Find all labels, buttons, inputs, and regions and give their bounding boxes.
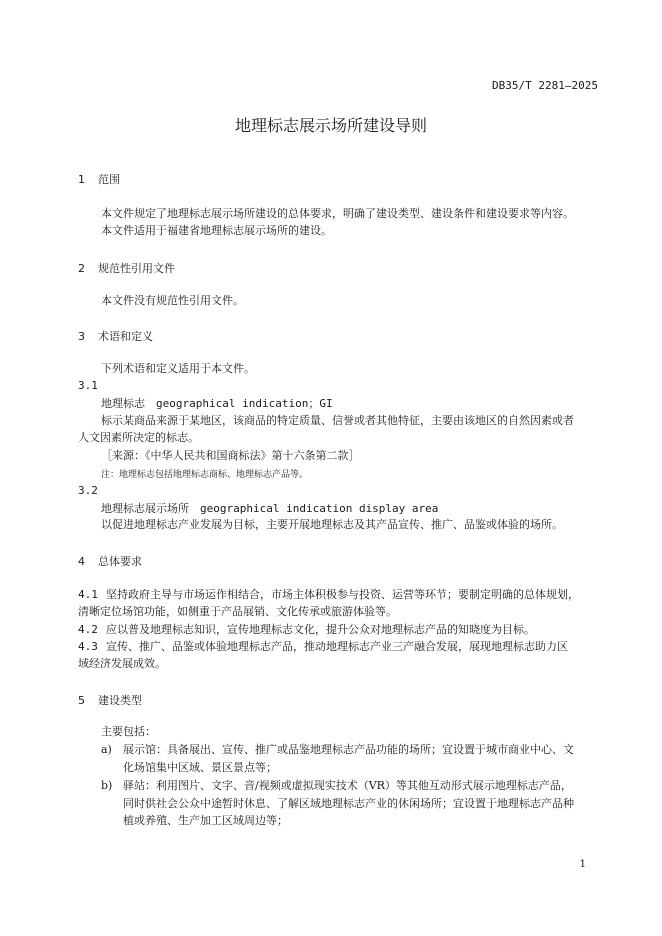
- section-2-heading: [78, 260, 175, 276]
- paragraph: 本文件没有规范性引用文件。: [101, 294, 244, 307]
- section-3-heading: [78, 328, 153, 344]
- clause-text: 清晰定位场馆功能，如侧重于产品展销、文化传承或旅游体验等。: [78, 605, 397, 618]
- list-item-text: 植或养殖、生产加工区域周边等；: [123, 814, 288, 827]
- clause-number: 4.1: [78, 588, 98, 601]
- term-definition: 人文因素所决定的标志。: [78, 431, 199, 444]
- standard-code: DB35/T 2281—2025: [492, 79, 598, 92]
- clause-text: 宣传、推广、品鉴或体验地理标志产品，推动地理标志产业三产融合发展，展现地理标志助力区: [106, 640, 568, 653]
- section-4-heading: [78, 553, 142, 569]
- term-number: 3.1: [78, 379, 98, 392]
- clause: [78, 638, 568, 656]
- section-title: 范围: [98, 173, 120, 186]
- clause-text: 坚持政府主导与市场运作相结合，市场主体积极参与投资、运营等环节；要制定明确的总体规划，: [106, 588, 579, 601]
- term-number: 3.2: [78, 484, 98, 497]
- section-number: 2: [78, 262, 85, 275]
- section-number: 3: [78, 330, 85, 343]
- clause-text: 应以普及地理标志知识，宣传地理标志文化，提升公众对地理标志产品的知晓度为目标。: [106, 623, 535, 636]
- term-definition: 以促进地理标志产业发展为目标，主要开展地理标志及其产品宣传、推广、品鉴或体验的场所。: [101, 518, 563, 531]
- list-marker: a): [101, 743, 112, 756]
- clause: [78, 621, 535, 639]
- list-item: [101, 741, 574, 759]
- clause-number: 4.3: [78, 640, 98, 653]
- section-title: 术语和定义: [98, 330, 153, 343]
- list-item: [101, 777, 572, 795]
- paragraph: 本文件适用于福建省地理标志展示场所的建设。: [101, 224, 332, 237]
- document-title: 地理标志展示场所建设导则: [234, 116, 427, 135]
- clause: [78, 586, 579, 604]
- list-marker: b): [101, 779, 113, 792]
- term-source: ［来源：《中华人民共和国商标法》第十六条第二款］: [101, 449, 360, 462]
- list-item-text: 展示馆：具备展出、宣传、推广或品鉴地理标志产品功能的场所；宜设置于城市商业中心、文: [123, 743, 574, 756]
- section-number: 5: [78, 694, 85, 707]
- section-title: 规范性引用文件: [98, 262, 175, 275]
- term-heading: 地理标志展示场所 geographical indication display area: [101, 502, 439, 515]
- section-number: 1: [78, 173, 85, 186]
- section-title: 建设类型: [98, 694, 142, 707]
- page-number: 1: [579, 859, 586, 870]
- clause-number: 4.2: [78, 623, 98, 636]
- paragraph: 下列术语和定义适用于本文件。: [101, 362, 255, 375]
- paragraph: 主要包括：: [101, 725, 156, 738]
- list-item-text: 化场馆集中区域、景区景点等；: [123, 761, 277, 774]
- list-item-text: 同时供社会公众中途暂时休息、了解区域地理标志产业的休闲场所；宜设置于地理标志产品种: [123, 797, 574, 810]
- section-number: 4: [78, 555, 85, 568]
- section-title: 总体要求: [98, 555, 142, 568]
- section-1-heading: [78, 171, 120, 187]
- term-note: 注：地理标志包括地理标志商标、地理标志产品等。: [101, 470, 309, 480]
- term-definition: 标示某商品来源于某地区，该商品的特定质量、信誉或者其他特征，主要由该地区的自然因素或者: [101, 414, 574, 427]
- paragraph: 本文件规定了地理标志展示场所建设的总体要求，明确了建设类型、建设条件和建设要求等内容。: [101, 207, 574, 220]
- section-5-heading: [78, 692, 142, 708]
- term-heading: 地理标志 geographical indication；GI: [101, 397, 333, 410]
- clause-text: 域经济发展成效。: [78, 657, 166, 670]
- list-item-text: 驿站：利用图片、文字、音/视频或虚拟现实技术（VR）等其他互动形式展示地理标志产品，: [123, 779, 572, 792]
